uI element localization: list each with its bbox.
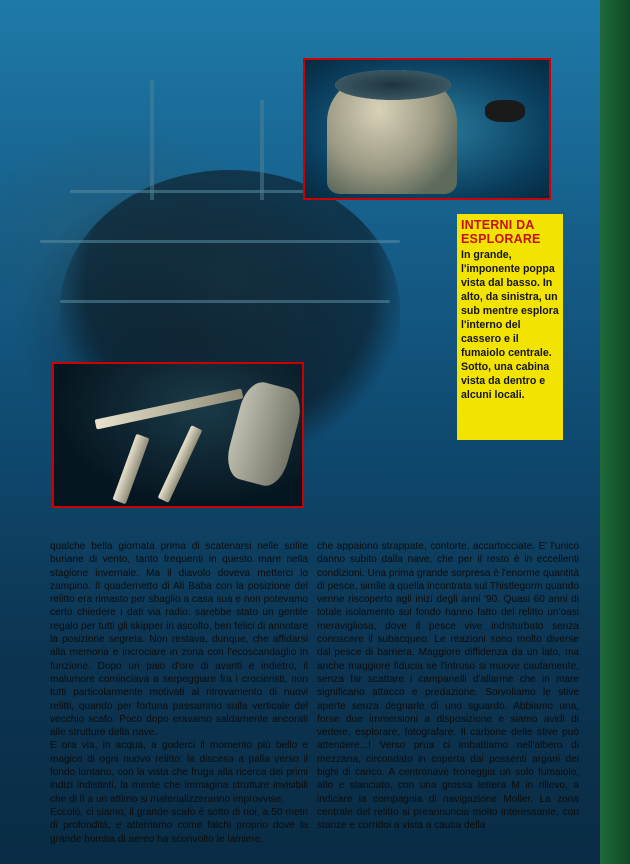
wreck-mast xyxy=(260,100,264,200)
article-column-right xyxy=(317,540,579,833)
wreck-railing xyxy=(60,300,390,303)
article-paragraph: qualche bella giornata prima di scatenarsi nelle solite buriane di vento, tanto frequenti in questo mare nella stagione invernale. Ma il diavolo doveva metterci lo zampino. Il quadernetto di Ali Baba con la posizione del relitto era rimasto per sbaglio a casa sua e non potevamo certo chiedere i dati via radio: sarebbe stato un gentile regalo per tutti gli skipper in ascolto, ben felici di annotare la posizione segreta. Non restava, dunque, che affidarsi alla memoria e incrociare in zona con l'ecoscandaglio in funzione. Dopo un paio d'ore di avanti e indietro, il malumore cominciava a serpeggiare fra i crocieristi, non tutti particolarmente motivati al ritrovamento di nuovi relitti, quando per fortuna passammo sulla verticale del vecchio scafo. Poco dopo eravamo saldamente ancorati alle strutture della nave. xyxy=(50,541,308,739)
caption-text: In grande, l'imponente poppa vista dal basso. In alto, da sinistra, un sub mentre esplora l'interno del cassero e il fumaiolo centrale. Sotto, una cabina vista da dentro e alcuni locali. xyxy=(461,249,559,401)
cabin-interior-photo xyxy=(52,362,304,508)
wreck-railing xyxy=(40,240,400,243)
funnel-photo xyxy=(303,58,551,200)
wreck-beam xyxy=(112,434,149,505)
caption-box xyxy=(457,214,563,440)
caption-title: INTERNI DA ESPLORARE xyxy=(461,218,541,246)
wreck-mast xyxy=(150,80,154,200)
article-paragraph: che appaiono strappate, contorte, accartocciate. E' l'unico danno subito dalla nave, che per il resto è in eccellenti condizioni. Una prima grande sorpresa è l'enorme quantità di pesce, simile a quella incontrata sul Thistlegorm quando venne riscoperto agli inizi degli anni '90. Quasi 60 anni di totale isolamento sul fondo hanno fatto del relitto un'oasi meravigliosa, dove il pesce vive indisturbato senza conoscere il subacqueo. Le reazioni sono molto diverse dal pesce di barriera. Maggiore diffidenza da un lato, ma anche maggiore fiducia se l'intruso si muove cautamente, senza far scattare i campanelli d'allarme che in mare significano attacco e predazione. Sorvoliamo le stive aperte senza degnarle di uno sguardo. Abbiamo una, forse due immersioni a disposizione e siamo avidi di vedere, esplorare, fotografare. Il carbone delle stive può attendere...! Verso prua ci imbattiamo nell'albero di mezzana, circondato in coperta dai possenti argani dei bighi di carico. A centronave troneggia un solo fumaiolo, alto e slanciato, con una grossa lettera M in rilievo, a indicare la compagnia di navigazione Moller. La zona centrale del relitto si preannuncia molto interessante, con stanze e corridoi a vista a causa della xyxy=(317,541,579,832)
page-edge-border xyxy=(600,0,630,864)
article-column-left xyxy=(50,540,308,846)
diver-figure xyxy=(485,100,525,122)
article-paragraph: Eccolo, ci siamo, il grande scafo è sotto di noi, a 50 metri di profondità, e atterriamo come falchi proprio dove la grande bomba di aereo ha sconvolto le lamiere, xyxy=(50,806,308,845)
article-paragraph: E ora via, in acqua, a goderci il momento più bello e magico di ogni nuovo relitto: la discesa a palla verso il fondo lontano, con la vista che fruga alla ricerca dei primi indizi indistinti, la mente che immagina strutture invisibili che di lì a un attimo si materializzeranno improvvise. xyxy=(50,740,308,805)
wreck-beam xyxy=(158,425,203,503)
funnel-opening xyxy=(335,70,451,100)
wreck-beam xyxy=(95,389,244,430)
